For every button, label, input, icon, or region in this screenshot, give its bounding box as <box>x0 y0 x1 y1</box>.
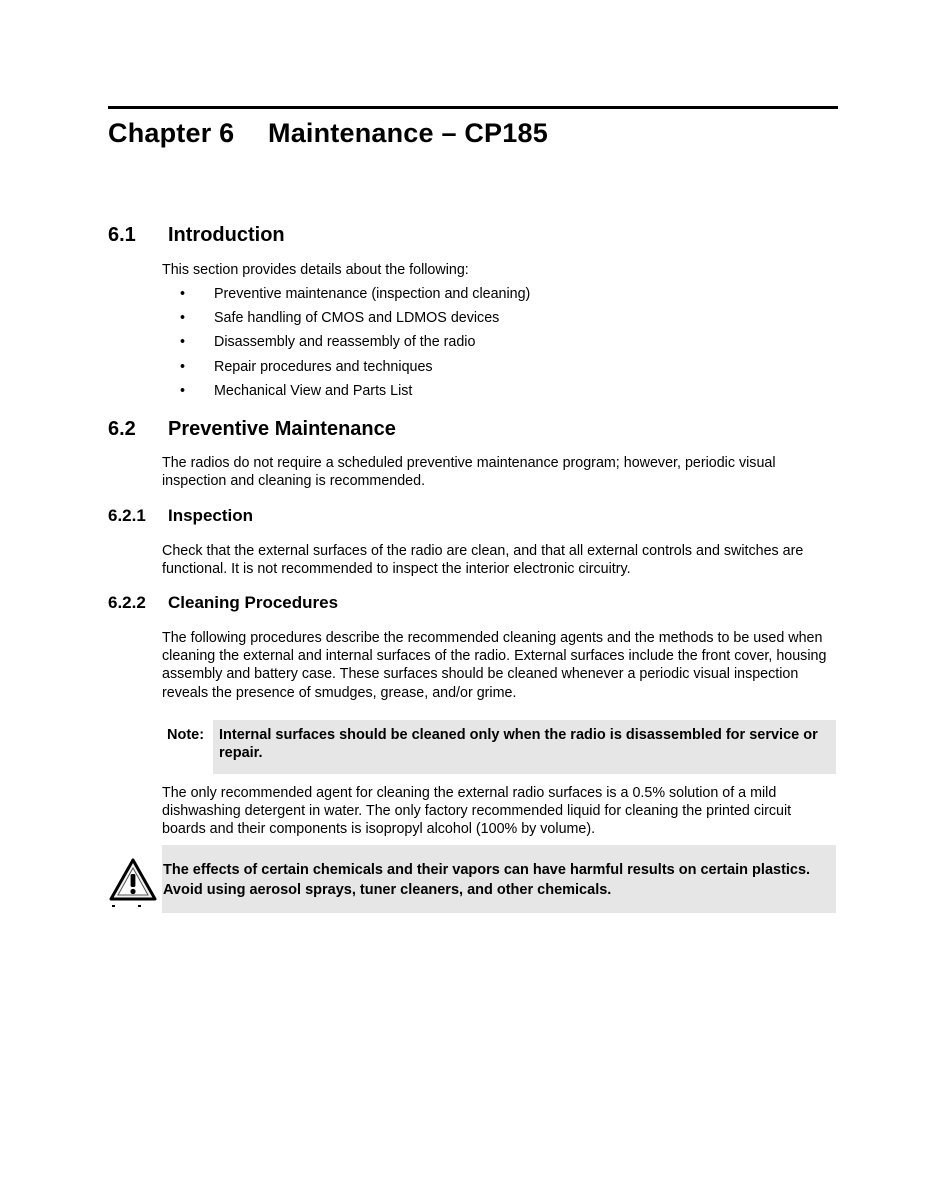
bullet-icon: • <box>180 358 186 375</box>
list-item <box>162 382 530 406</box>
section-number: 6.2.1 <box>108 506 146 525</box>
note-label: Note: <box>167 727 205 743</box>
list-item <box>162 333 530 357</box>
list-item-text: Mechanical View and Parts List <box>214 382 413 399</box>
section-number: 6.2 <box>108 418 136 440</box>
section-title: Introduction <box>168 224 285 246</box>
list-item-text: Preventive maintenance (inspection and cleaning) <box>214 286 531 302</box>
inspection-paragraph: Check that the external surfaces of the radio are clean, and that all external controls and switches are functional. It is not recommended to inspect the interior electronic circuitry. <box>162 543 804 578</box>
chapter-title <box>108 118 548 149</box>
section-6-2-1-heading <box>108 506 253 526</box>
cleaning-paragraph: The following procedures describe the recommended cleaning agents and the methods to be used when cleaning the external and internal surfaces of the radio. External surfaces include the front cover, housing assembly and battery case. These surfaces should be cleaned whenever a periodic visual inspection reveals the presence of smudges, grease, and/or grime. <box>162 630 827 701</box>
chapter-number: Chapter 6 <box>108 118 235 148</box>
list-item-text: Repair procedures and techniques <box>214 358 433 375</box>
list-item <box>162 358 530 382</box>
section-6-2-2-heading <box>108 593 338 613</box>
bullet-icon: • <box>180 382 186 399</box>
list-item-text: Disassembly and reassembly of the radio <box>214 334 476 351</box>
preventive-maintenance-paragraph: The radios do not require a scheduled preventive maintenance program; however, periodic visual inspection and cleaning is recommended. <box>162 455 776 490</box>
bullet-icon: • <box>180 334 186 351</box>
list-item <box>162 285 530 309</box>
caution-text: The effects of certain chemicals and their vapors can have harmful results on certain plastics. Avoid using aerosol sprays, tuner cleaners, and other chemicals. <box>163 862 811 898</box>
topic-list <box>162 285 530 406</box>
chapter-rule <box>108 106 838 109</box>
bullet-icon: • <box>180 286 186 302</box>
list-item <box>162 309 530 333</box>
caution-box <box>162 845 836 913</box>
section-title: Inspection <box>168 506 254 525</box>
chapter-name: Maintenance – CP185 <box>268 118 548 148</box>
section-6-2-heading <box>108 418 396 441</box>
caution-callout <box>108 845 836 915</box>
section-number: 6.1 <box>108 224 136 246</box>
caution-icon <box>108 857 158 909</box>
note-text: Internal surfaces should be cleaned only when the radio is disassembled for service or repair. <box>219 727 818 761</box>
list-item-text: Safe handling of CMOS and LDMOS devices <box>214 310 500 327</box>
note-box <box>213 720 836 774</box>
section-title: Preventive Maintenance <box>168 418 396 440</box>
cleaning-agent-paragraph: The only recommended agent for cleaning the external radio surfaces is a 0.5% solution of a mild dishwashing detergent in water. The only factory recommended liquid for cleaning the printed circuit boards and their components is isopropyl alcohol (100% by volume). <box>162 785 792 838</box>
section-6-1-heading <box>108 224 285 247</box>
section-number: 6.2.2 <box>108 593 146 612</box>
bullet-icon: • <box>180 310 186 327</box>
note-callout <box>162 720 836 774</box>
section-title: Cleaning Procedures <box>168 593 339 612</box>
intro-paragraph: This section provides details about the following: <box>162 262 469 278</box>
